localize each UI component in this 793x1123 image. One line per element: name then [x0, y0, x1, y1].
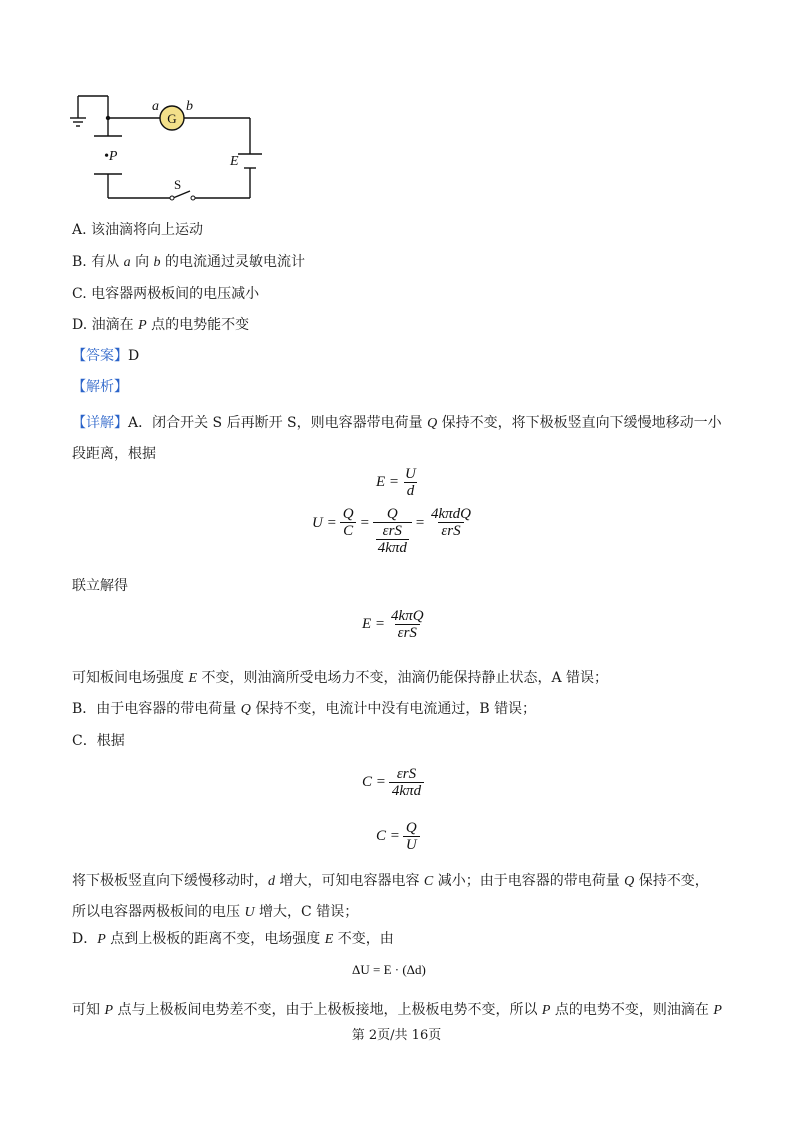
para5-text-1: 将下极板竖直向下缓慢移动时， [72, 873, 268, 889]
para6-var-p: P [97, 932, 106, 947]
point-p-label: •P [104, 149, 118, 164]
eq1-num: U [405, 466, 416, 482]
eq2-f2-den-num: εrS [382, 523, 402, 539]
eq2-lhs: U = [312, 515, 337, 531]
option-b-text-2: 向 [130, 254, 154, 270]
option-b-var-b: b [153, 255, 161, 270]
option-d-text-1: D. 油滴在 [72, 317, 139, 333]
detail-head: 【详解】 [72, 415, 128, 431]
para3-var-q: Q [240, 702, 251, 717]
option-c [72, 284, 259, 304]
para5-text-2: 增大，可知电容器电容 [275, 873, 424, 889]
option-a-text: A. 该油滴将向上运动 [72, 222, 204, 238]
para5-var-q: Q [624, 874, 635, 889]
answer-label: 【答案】 [72, 348, 128, 364]
para5-var-u: U [244, 905, 255, 920]
para1-var-q: Q [427, 416, 438, 431]
paragraph-6 [72, 929, 394, 950]
eq2-f1-den: C [340, 522, 356, 539]
para3-text-1: B．由于电容器的带电荷量 [72, 701, 241, 717]
eq5-num: Q [405, 820, 417, 836]
option-b-text-1: B. 有从 [72, 254, 124, 270]
para6-text-1: D． [72, 931, 98, 947]
para1-text-1: A．闭合开关 S 后再断开 S，则电容器带电荷量 [128, 415, 428, 431]
eq1-den: d [404, 482, 418, 499]
circuit-diagram [60, 88, 280, 213]
eq2-f3-den: εrS [438, 522, 463, 539]
option-b-text-3: 的电流通过灵敏电流计 [160, 254, 305, 270]
para5-text-5: 增大，C 错误； [254, 904, 359, 920]
para2-var-e: E [188, 671, 198, 686]
detail-paragraph-1 [72, 408, 722, 470]
terminal-a-label: a [152, 99, 159, 114]
paragraph-5 [72, 866, 722, 928]
para7-text-2: 点与上极板间电势差不变，由于上极板接地，上极板电势不变，所以 [113, 1002, 542, 1018]
para2-text-2: 不变，则油滴所受电场力不变，油滴仍能保持静止状态，A 错误； [197, 670, 609, 686]
para6-var-e: E [324, 932, 334, 947]
eq3-den: εrS [395, 624, 420, 641]
option-c-text: C. 电容器两极板间的电压减小 [72, 286, 260, 302]
lianli-label: 联立解得 [72, 578, 128, 594]
answer-line [72, 346, 139, 366]
analysis-label-text: 【解析】 [72, 379, 128, 395]
para3-text-2: 保持不变，电流计中没有电流通过，B 错误； [250, 701, 537, 717]
para4-text: C．根据 [72, 733, 125, 749]
switch-label: S [174, 177, 182, 192]
para7-var-p3: P [713, 1003, 722, 1018]
equation-6 [352, 962, 426, 978]
page-footer: 第 2页/共 16页 [351, 1028, 442, 1043]
equation-4 [362, 766, 427, 799]
para7-var-p1: P [104, 1003, 114, 1018]
para2-text-1: 可知板间电场强度 [72, 670, 189, 686]
paragraph-2 [72, 668, 608, 689]
answer-value: D [128, 348, 140, 364]
option-d-var-p: P [138, 318, 147, 333]
eq2-eq-a: = [359, 515, 370, 531]
galvanometer-label: G [167, 111, 177, 126]
equation-5 [376, 820, 423, 853]
eq2-f1-num: Q [342, 506, 354, 522]
eq2-f3-num: 4kπdQ [431, 506, 472, 522]
eq4-den: 4kπd [389, 782, 424, 799]
equation-1 [376, 466, 422, 499]
eq4-num: εrS [396, 766, 417, 782]
para6-text-3: 不变，由 [333, 931, 394, 947]
paragraph-3 [72, 699, 536, 720]
equation-3 [362, 608, 430, 641]
terminal-b-label: b [186, 99, 193, 114]
para5-text-4: 保持不变，所以电容器两极板间的电压 [72, 873, 709, 920]
paragraph-4 [72, 731, 125, 751]
analysis-label [72, 377, 128, 397]
equation-2 [312, 506, 477, 556]
para5-var-d: d [268, 874, 275, 889]
paragraph-7 [72, 1000, 722, 1021]
eq6-text: ΔU = E · (Δd) [352, 962, 426, 977]
eq5-lhs: C = [376, 827, 400, 844]
para1-text-2: 保持不变，将下极板竖直向下缓慢地移动一小段距离，根据 [72, 415, 722, 462]
eq3-num: 4kπQ [391, 608, 424, 624]
eq2-f2-den-den: 4kπd [377, 540, 407, 556]
eq5-den: U [403, 836, 420, 853]
para6-text-2: 点到上极板的距离不变，电场强度 [105, 931, 325, 947]
option-b-var-a: a [123, 255, 131, 270]
option-a [72, 220, 203, 240]
para7-text-3: 点的电势不变，则油滴在 [550, 1002, 714, 1018]
eq1-lhs: E = [376, 473, 400, 490]
para7-var-p2: P [541, 1003, 551, 1018]
battery-label: E [230, 154, 239, 169]
option-d-text-2: 点的电势能不变 [146, 317, 250, 333]
para5-text-3: 减小；由于电容器的带电荷量 [433, 873, 625, 889]
eq2-f2-num: Q [386, 506, 398, 522]
eq2-eq-b: = [414, 515, 425, 531]
option-b [72, 252, 305, 273]
para7-text-1: 可知 [72, 1002, 105, 1018]
option-d [72, 315, 249, 336]
para5-var-c: C [423, 874, 434, 889]
lianli-text [72, 576, 128, 596]
eq3-lhs: E = [362, 615, 386, 632]
eq4-lhs: C = [362, 773, 386, 790]
